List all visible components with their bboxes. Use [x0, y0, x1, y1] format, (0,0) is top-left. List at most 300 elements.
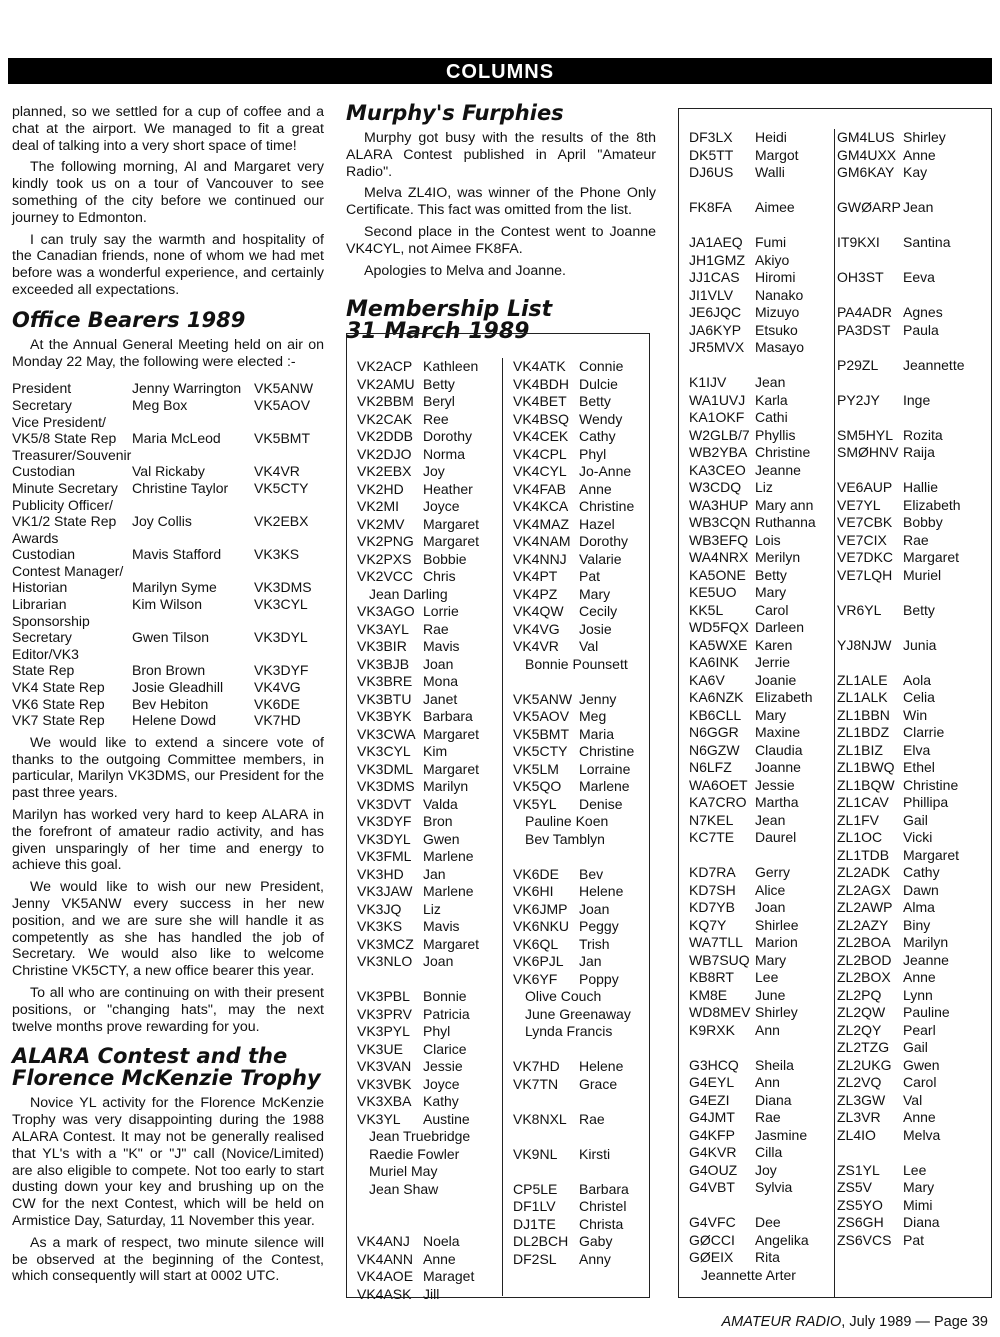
member-callsign: VK3CYL	[357, 743, 411, 759]
member-name: June	[755, 986, 786, 1003]
member-entry	[689, 707, 834, 725]
member-entry	[689, 934, 834, 952]
member-entry	[513, 796, 651, 814]
member-callsign: WB3EFQ	[689, 531, 749, 548]
member-name: Lois	[755, 531, 781, 548]
member-name: Mary	[579, 585, 611, 602]
member-name: Jenny	[579, 690, 617, 707]
member-callsign: DJ6US	[689, 164, 734, 180]
member-entry	[357, 1251, 502, 1269]
officer-name: Marilyn Syme	[132, 579, 217, 596]
member-callsign: VK2VCC	[357, 568, 414, 584]
membership-box-1	[346, 333, 650, 1302]
officer-role: Custodian	[12, 546, 76, 563]
officer-role: Librarian	[12, 596, 67, 613]
officer-row	[12, 629, 324, 646]
member-entry	[689, 689, 834, 707]
officer-name: Jenny Warrington	[132, 380, 242, 397]
member-name: Mary	[755, 706, 787, 723]
member-entry	[513, 411, 651, 429]
officer-callsign: VK4VR	[254, 463, 300, 480]
member-entry	[837, 724, 991, 742]
member-callsign: ZS5V	[837, 1179, 873, 1195]
member-name: Austine	[423, 1110, 470, 1127]
member-entry	[837, 812, 991, 830]
member-name: June Greenaway	[525, 1005, 631, 1022]
member-name: Christine	[903, 776, 959, 793]
member-name: Vicki	[903, 829, 933, 845]
member-callsign: VK3NLO	[357, 953, 413, 969]
member-name: Bron	[423, 813, 453, 829]
member-entry	[357, 1111, 502, 1129]
heading-membership-date: 31 March 1989	[346, 319, 530, 345]
member-callsign: VK3JAW	[357, 883, 413, 899]
officer-row	[12, 563, 324, 580]
member-entry	[837, 1022, 991, 1040]
member-entry	[837, 637, 991, 655]
paragraph: We would like to extend a sincere vote of thanks to the outgoing Committee members, in particular, Marilyn VK3DMS, our President for the past three years.	[12, 734, 324, 802]
column-left	[12, 104, 324, 1290]
member-name: Jean	[903, 199, 934, 215]
member-name: Dulcie	[579, 375, 618, 392]
officer-row	[12, 530, 324, 547]
member-callsign: VE7YL	[837, 496, 881, 513]
member-entry	[689, 1057, 834, 1075]
member-name: Junia	[903, 636, 937, 653]
member-callsign: ZL3VR	[837, 1109, 881, 1125]
member-entry	[513, 1181, 651, 1199]
member-callsign: ZL1BIZ	[837, 741, 883, 758]
member-name: Christel	[579, 1198, 627, 1214]
officer-row	[12, 579, 324, 596]
officer-role: President	[12, 380, 72, 397]
member-entry	[357, 726, 502, 744]
officer-role: Secretary	[12, 396, 72, 413]
member-callsign: OH3ST	[837, 269, 884, 285]
member-name: Anne	[579, 480, 612, 497]
officer-row	[12, 662, 324, 679]
member-callsign: GWØARP	[837, 199, 901, 215]
member-callsign: G4EZI	[689, 1091, 730, 1108]
officer-name: Maria McLeod	[132, 430, 221, 447]
member-callsign: VK5YL	[513, 795, 557, 812]
member-name: Jean	[755, 374, 786, 390]
member-name: Phillipa	[903, 794, 949, 810]
member-entry	[513, 743, 651, 761]
paragraph: Apologies to Melva and Joanne.	[364, 262, 566, 279]
member-entry	[357, 1058, 502, 1076]
member-entry	[357, 498, 502, 516]
officer-role: VK5/8 State Rep	[12, 430, 117, 447]
member-entry	[357, 656, 502, 674]
member-name: Margaret	[903, 549, 960, 565]
member-entry	[513, 1076, 651, 1094]
member-callsign: JI1VLV	[689, 286, 734, 303]
member-callsign: ZL2BOX	[837, 969, 891, 985]
member-entry	[357, 761, 502, 779]
officer-role: VK4 State Rep	[12, 679, 105, 696]
member-callsign: YJ8NJW	[837, 636, 892, 653]
membership-column-a	[357, 358, 503, 1302]
member-callsign: VK5ANW	[513, 690, 573, 707]
member-name: Meg	[579, 708, 607, 724]
member-entry	[689, 1127, 834, 1145]
membership-column-b	[513, 358, 651, 1268]
member-callsign: KB6CLL	[689, 706, 742, 723]
officer-callsign: VK5BMT	[254, 430, 311, 447]
member-name: Joan	[755, 899, 786, 915]
member-name: Rae	[755, 1109, 781, 1125]
member-name: Maraget	[423, 1268, 475, 1284]
member-name: Marilyn	[903, 934, 949, 950]
member-callsign: ZL1ALK	[837, 689, 888, 705]
member-callsign: VK4BDH	[513, 375, 570, 392]
list-spacer	[689, 217, 834, 235]
member-entry	[513, 778, 651, 796]
list-spacer	[689, 357, 834, 375]
member-entry	[513, 1058, 651, 1076]
member-callsign: ZS6VCS	[837, 1231, 892, 1248]
officer-row	[12, 414, 324, 431]
member-callsign: VR6YL	[837, 601, 882, 618]
member-callsign: VK2PNG	[357, 533, 414, 549]
member-entry	[689, 602, 834, 620]
member-entry	[689, 724, 834, 742]
member-entry	[689, 199, 834, 217]
member-entry	[837, 689, 991, 707]
member-entry	[689, 777, 834, 795]
member-name: Gerry	[755, 864, 790, 880]
member-entry	[357, 516, 502, 534]
member-name: Agnes	[903, 304, 943, 320]
member-entry	[837, 934, 991, 952]
membership-column-d	[837, 129, 991, 1249]
member-entry	[837, 1232, 991, 1250]
officer-callsign	[254, 497, 324, 514]
officer-name: Josie Gleadhill	[132, 679, 224, 696]
member-name: Jan	[579, 953, 602, 969]
member-name: Mary ann	[755, 496, 814, 513]
member-entry	[837, 479, 991, 497]
member-name: Mimi	[903, 1196, 933, 1213]
member-callsign: K1IJV	[689, 374, 727, 390]
member-callsign: IT9KXI	[837, 234, 880, 250]
member-callsign: VK3BIR	[357, 638, 407, 654]
member-name: Cathi	[755, 409, 788, 425]
member-name: Betty	[579, 393, 611, 409]
member-entry	[357, 848, 502, 866]
member-entry	[689, 619, 834, 637]
member-entry	[513, 1198, 651, 1216]
member-entry	[357, 743, 502, 761]
member-callsign: VK2AMU	[357, 375, 415, 392]
member-callsign: KA5WXE	[689, 636, 748, 653]
member-callsign: VK2MV	[357, 515, 405, 532]
member-entry	[689, 532, 834, 550]
member-entry	[837, 899, 991, 917]
member-name: Ann	[755, 1021, 780, 1038]
member-callsign: VK3BTU	[357, 690, 412, 707]
member-name: Karla	[755, 391, 788, 408]
member-name: Rae	[579, 1110, 605, 1127]
member-callsign: KC7TE	[689, 829, 735, 845]
member-callsign: KQ7Y	[689, 916, 727, 933]
member-name: Wendy	[579, 410, 623, 427]
member-name: Joyce	[423, 1075, 460, 1092]
member-entry	[837, 164, 991, 182]
member-entry	[689, 759, 834, 777]
member-name: Lynn	[903, 986, 933, 1003]
heading-membership-list: Membership List	[346, 297, 553, 323]
member-callsign: VK4ATK	[513, 358, 566, 374]
member-callsign: JJ1CAS	[689, 269, 740, 285]
member-name: Etsuko	[755, 321, 798, 338]
member-callsign: ZL4IO	[837, 1126, 876, 1143]
member-callsign: VK4KCA	[513, 498, 569, 514]
member-callsign: VK3BYK	[357, 708, 412, 724]
officer-name	[132, 447, 254, 464]
list-spacer	[357, 1216, 502, 1234]
member-entry	[689, 987, 834, 1005]
member-name: Jean Darling	[369, 585, 448, 602]
member-name: Clarrie	[903, 724, 945, 740]
member-callsign: VK3CWA	[357, 725, 416, 742]
member-callsign: VK3PRV	[357, 1005, 412, 1022]
member-entry	[689, 1249, 834, 1267]
member-name: Walli	[755, 164, 785, 180]
member-entry	[689, 164, 834, 182]
member-entry	[837, 147, 991, 165]
member-callsign: VK7TN	[513, 1075, 559, 1092]
member-callsign: JE6JQC	[689, 304, 742, 320]
member-name: Jessie	[423, 1058, 463, 1074]
officer-callsign	[254, 563, 324, 580]
officer-name: Bron Brown	[132, 662, 206, 679]
member-entry	[357, 533, 502, 551]
member-entry	[837, 882, 991, 900]
member-entry	[837, 129, 991, 147]
member-name: Muriel May	[369, 1163, 438, 1179]
member-name: Bev	[579, 865, 604, 882]
member-name: Helene	[579, 1058, 624, 1074]
officer-row	[12, 696, 324, 713]
paragraph: Murphy got busy with the results of the 8th ALARA Contest published in April "Amateur Radio".	[346, 130, 656, 180]
member-callsign: VK4ASK	[357, 1285, 412, 1302]
member-callsign: VK3BRE	[357, 673, 413, 689]
member-callsign: N6GGR	[689, 724, 739, 740]
member-name: Celia	[903, 689, 935, 705]
member-entry	[689, 304, 834, 322]
member-name: Betty	[423, 375, 455, 392]
member-entry	[357, 813, 502, 831]
officer-row	[12, 480, 324, 497]
member-callsign: ZL1BQW	[837, 776, 895, 793]
member-entry	[513, 1216, 651, 1234]
member-entry	[513, 953, 651, 971]
member-name: Pauline	[903, 1004, 950, 1020]
member-entry	[513, 901, 651, 919]
member-name: Biny	[903, 916, 931, 933]
officer-role: Publicity Officer/	[12, 496, 113, 513]
member-entry	[689, 654, 834, 672]
member-name: Dawn	[903, 881, 939, 898]
member-callsign: VK5BMT	[513, 725, 570, 742]
member-name: Gwen	[423, 830, 460, 847]
column-middle	[346, 102, 656, 343]
member-callsign: ZL2PQ	[837, 986, 882, 1003]
member-callsign: G4OUZ	[689, 1161, 738, 1178]
member-callsign: VE7DKC	[837, 549, 894, 565]
member-callsign: KB8RT	[689, 969, 734, 985]
member-name: Anne	[423, 1250, 456, 1267]
member-name: Anne	[903, 146, 936, 163]
officer-row	[12, 463, 324, 480]
member-callsign: VK3PYL	[357, 1023, 410, 1039]
page-number: Page 39	[933, 1314, 988, 1330]
member-callsign: VK4ANJ	[357, 1233, 410, 1249]
paragraph: planned, so we settled for a cup of coffee and a chat at the airport. We managed to fit a great deal of talking into a very short space of time!	[12, 104, 324, 154]
member-name: Aimee	[755, 199, 795, 215]
officer-callsign: VK3DYL	[254, 629, 308, 646]
member-entry	[837, 1039, 991, 1057]
member-callsign: WD8MEV	[689, 1004, 751, 1020]
paragraph: At the Annual General Meeting held on air on Monday 22 May, the following were elected :-	[12, 336, 324, 370]
member-name: Dee	[755, 1214, 781, 1230]
list-spacer	[837, 287, 991, 305]
member-name: Bev Tamblyn	[525, 830, 605, 847]
member-callsign: ZL1BWQ	[837, 759, 895, 775]
member-entry	[357, 1041, 502, 1059]
member-entry	[357, 1233, 502, 1251]
officer-role: Secretary	[12, 629, 72, 646]
officer-name: Gwen Tilson	[132, 629, 210, 646]
member-callsign: N7KEL	[689, 811, 734, 828]
member-entry	[837, 847, 991, 865]
member-entry	[689, 1232, 834, 1250]
member-callsign: DJ1TE	[513, 1215, 556, 1232]
list-spacer	[837, 374, 991, 392]
member-callsign: VK6DE	[513, 865, 559, 882]
list-spacer	[689, 847, 834, 865]
member-name: Joanne	[755, 759, 801, 775]
member-name: Val	[903, 1091, 923, 1108]
member-name: Santina	[903, 234, 951, 250]
member-entry	[689, 1144, 834, 1162]
member-callsign: ZL1ALE	[837, 671, 888, 688]
member-callsign: VK4VR	[513, 638, 559, 654]
member-callsign: ZL1OC	[837, 829, 883, 845]
officer-row	[12, 679, 324, 696]
member-callsign: VK6YF	[513, 970, 558, 987]
member-name: Raedie Fowler	[369, 1145, 460, 1162]
officer-callsign: VK4VG	[254, 679, 301, 696]
member-callsign: KE5UO	[689, 584, 737, 600]
member-callsign: K9RXK	[689, 1021, 735, 1038]
member-callsign: DF1LV	[513, 1198, 556, 1214]
member-entry	[513, 656, 651, 674]
member-callsign: P29ZL	[837, 356, 879, 373]
member-name: Jo-Anne	[579, 463, 632, 479]
officer-role: Historian	[12, 579, 68, 596]
member-name: Rita	[755, 1249, 780, 1265]
member-callsign: VK4BSQ	[513, 410, 570, 427]
member-callsign: VK4VG	[513, 620, 560, 637]
member-callsign: VK2DDB	[357, 428, 414, 444]
member-name: Mary	[755, 584, 787, 600]
list-spacer	[689, 1197, 834, 1215]
member-callsign: JA1AEQ	[689, 234, 743, 250]
member-callsign: WB3CQN	[689, 514, 751, 530]
member-entry	[357, 1181, 502, 1199]
member-name: Joy	[755, 1161, 777, 1178]
member-entry	[689, 287, 834, 305]
member-name: Ann	[755, 1074, 780, 1090]
member-entry	[513, 1006, 651, 1024]
member-name: Phyl	[579, 445, 607, 462]
list-spacer	[513, 1041, 651, 1059]
paragraph: I can truly say the warmth and hospitality of the Canadian friends, none of whom we had met before was a wonderful experience, and certainly exceeded all expectations.	[12, 231, 324, 298]
member-name: Marlene	[423, 883, 474, 899]
member-entry	[513, 603, 651, 621]
officer-callsign: VK3CYL	[254, 596, 308, 613]
member-entry	[513, 586, 651, 604]
member-entry	[689, 864, 834, 882]
member-entry	[513, 498, 651, 516]
member-entry	[689, 339, 834, 357]
member-entry	[357, 621, 502, 639]
member-entry	[689, 637, 834, 655]
officer-row	[12, 380, 324, 397]
member-name: Merilyn	[755, 549, 801, 565]
member-name: Jeannette Arter	[701, 1266, 796, 1283]
member-entry	[837, 322, 991, 340]
member-entry	[357, 1006, 502, 1024]
officer-row	[12, 397, 324, 414]
member-callsign: PA3DST	[837, 321, 891, 338]
officer-name: Christine Taylor	[132, 479, 229, 496]
member-callsign: VK5QO	[513, 778, 562, 794]
member-callsign: VK3YL	[357, 1110, 401, 1127]
member-callsign: VK6PJL	[513, 953, 564, 969]
member-entry	[513, 568, 651, 586]
member-entry	[357, 936, 502, 954]
member-name: Eeva	[903, 269, 935, 285]
officer-callsign: VK3DYF	[254, 662, 309, 679]
member-callsign: N6LFZ	[689, 759, 732, 775]
officer-name: Kim Wilson	[132, 596, 203, 613]
officer-callsign	[254, 530, 324, 547]
member-entry	[513, 481, 651, 499]
member-name: Margaret	[423, 725, 480, 742]
member-name: Sylvia	[755, 1179, 793, 1195]
member-callsign: VK5AOV	[513, 708, 570, 724]
member-name: Christine	[579, 743, 635, 759]
member-entry	[513, 726, 651, 744]
member-callsign: VK3HD	[357, 865, 404, 882]
page-footer	[721, 1314, 988, 1330]
member-callsign: ZL2ADK	[837, 864, 890, 880]
member-name: Elizabeth	[903, 496, 961, 513]
member-name: Peggy	[579, 918, 619, 934]
member-callsign: VK6NKU	[513, 918, 570, 934]
member-name: Paula	[903, 321, 939, 338]
member-name: Martha	[755, 794, 799, 810]
member-entry	[357, 988, 502, 1006]
member-name: Olive Couch	[525, 988, 602, 1004]
member-callsign: ZL1TDB	[837, 846, 890, 863]
member-entry	[357, 376, 502, 394]
member-entry	[689, 444, 834, 462]
